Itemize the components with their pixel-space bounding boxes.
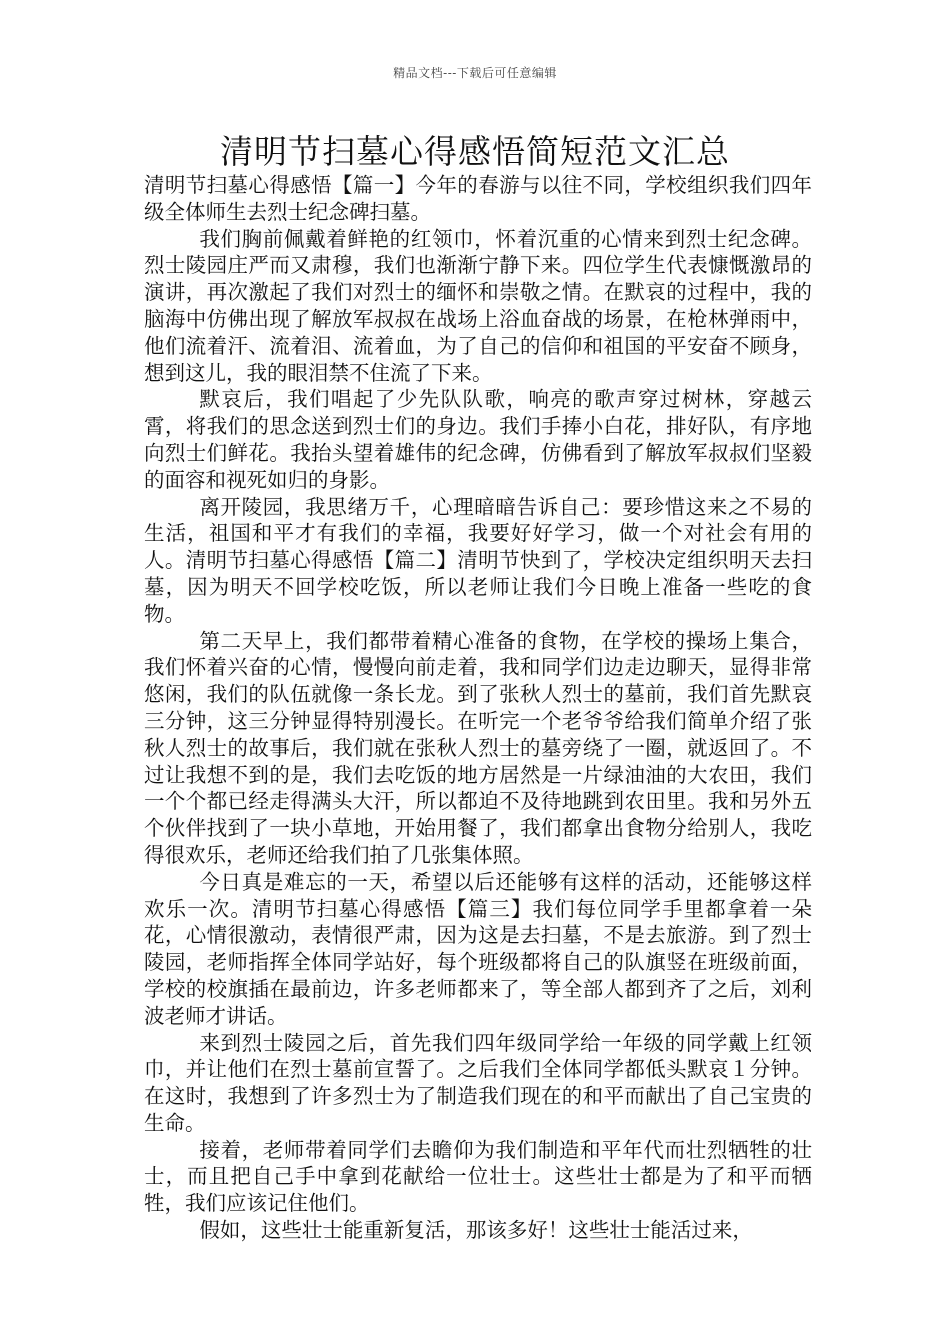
paragraph-9: 假如，这些壮士能重新复活，那该多好！这些壮士能活过来， [199, 1218, 753, 1243]
paragraph-5: 第二天早上，我们都带着精心准备的食物，在学校的操场上集合，我们怀着兴奋的心情，慢慢向前走着，我和同学们边走边聊天，显得非常悠闲，我们的队伍就像一条长龙。到了张秋人烈士的墓前，我们首先默哀三分钟，这三分钟显得特别漫长。在听完一个老爷爷给我们简单介绍了张秋人烈士的故事后，我们就在张秋人烈士的墓旁绕了一圈，就返回了。不过让我想不到的是，我们去吃饭的地方居然是一片绿油油的大农田，我们一个个都已经走得满头大汗，所以都迫不及待地跳到农田里。我和另外五个伙伴找到了一块小草地，开始用餐了，我们都拿出食物分给别人，我吃得很欢乐，老师还给我们拍了几张集体照。 [144, 628, 812, 867]
header-note: 精品文档---下载后可任意编辑 [393, 66, 557, 80]
paragraph-7: 来到烈士陵园之后，首先我们四年级同学给一年级的同学戴上红领巾，并让他们在烈士墓前宣誓了。之后我们全体同学都低头默哀１分钟。在这时，我想到了许多烈士为了制造我们现在的和平而献出了自己宝贵的生命。 [144, 1030, 812, 1135]
paragraph-3: 默哀后，我们唱起了少先队队歌，响亮的歌声穿过树林，穿越云霄，将我们的思念送到烈士们的身边。我们手捧小白花，排好队，有序地向烈士们鲜花。我抬头望着雄伟的纪念碑，仿佛看到了解放军叔叔们坚毅的面容和视死如归的身影。 [144, 387, 812, 492]
paragraph-2: 我们胸前佩戴着鲜艳的红领巾，怀着沉重的心情来到烈士纪念碑。烈士陵园庄严而又肃穆，我们也渐渐宁静下来。四位学生代表慷慨激昂的演讲，再次激起了我们对烈士的缅怀和崇敬之情。在默哀的过程中，我的脑海中仿佛出现了解放军叔叔在战场上浴血奋战的场景，在枪林弹雨中，他们流着汗、流着泪、流着血，为了自己的信仰和祖国的平安奋不顾身，想到这儿，我的眼泪禁不住流了下来。 [144, 226, 812, 385]
paragraph-4: 离开陵园，我思绪万千，心理暗暗告诉自己：要珍惜这来之不易的生活，祖国和平才有我们的幸福，我要好好学习，做一个对社会有用的人。清明节扫墓心得感悟【篇二】清明节快到了，学校决定组织明天去扫墓，因为明天不回学校吃饭，所以老师让我们今日晚上准备一些吃的食物。 [144, 494, 812, 626]
article-body [144, 172, 812, 1244]
paragraph-1: 清明节扫墓心得感悟【篇一】今年的春游与以往不同，学校组织我们四年级全体师生去烈士纪念碑扫墓。 [144, 173, 812, 224]
paragraph-8: 接着，老师带着同学们去瞻仰为我们制造和平年代而壮烈牺牲的壮士，而且把自己手中拿到花献给一位壮士。这些壮士都是为了和平而牺牲，我们应该记住他们。 [144, 1137, 812, 1216]
page-title: 清明节扫墓心得感悟简短范文汇总 [220, 132, 730, 171]
paragraph-6: 今日真是难忘的一天，希望以后还能够有这样的活动，还能够这样欢乐一次。清明节扫墓心得感悟【篇三】我们每位同学手里都拿着一朵花，心情很激动，表情很严肃，因为这是去扫墓，不是去旅游。到了烈士陵园，老师指挥全体同学站好，每个班级都将自己的队旗竖在班级前面，学校的校旗插在最前边，许多老师都来了，等全部人都到齐了之后，刘利波老师才讲话。 [144, 869, 812, 1028]
